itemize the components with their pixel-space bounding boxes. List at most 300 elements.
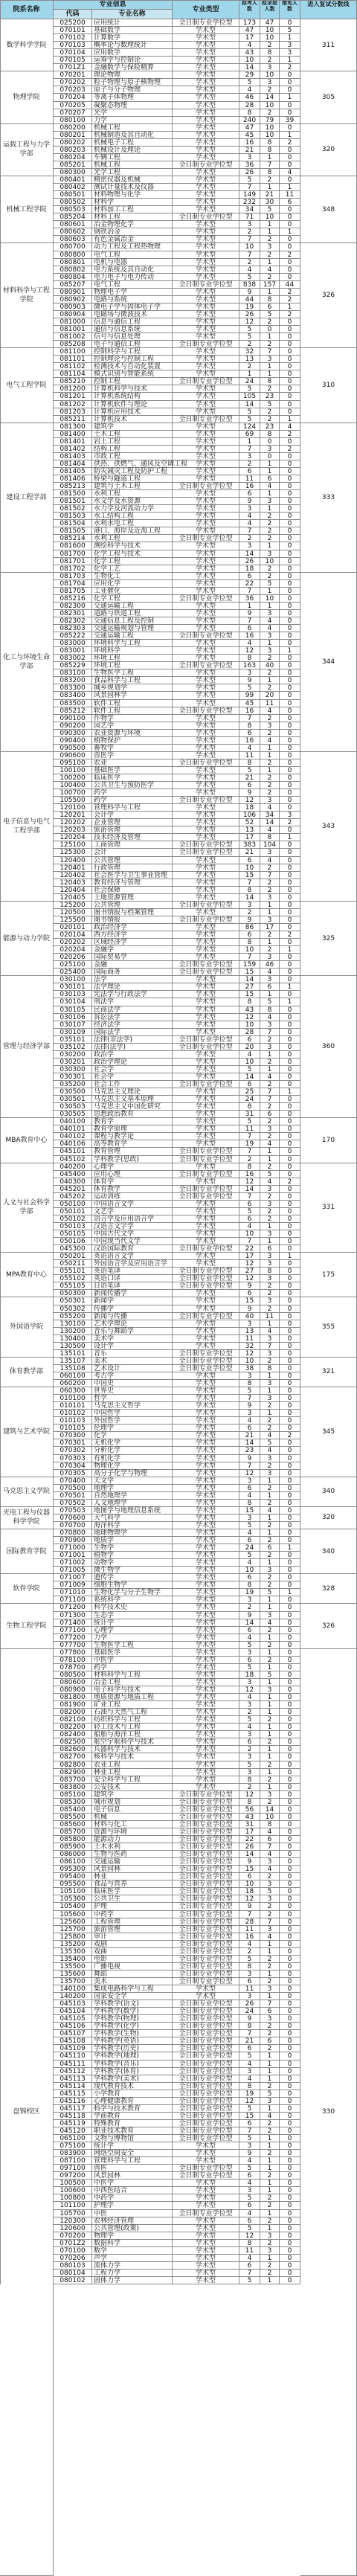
row-exempt: 0 [280, 1051, 300, 1059]
row-major-type: 学术型 [173, 700, 239, 707]
row-plan: 2 [239, 1784, 260, 1791]
row-exempt: 0 [280, 1941, 300, 1948]
row-code: 120402 [54, 872, 92, 879]
row-major-type: 学术型 [173, 1215, 239, 1223]
row-code: 070900 [54, 1537, 92, 1544]
row-exempt: 0 [280, 243, 300, 251]
row-exempt: 0 [280, 588, 300, 595]
row-admit: 3 [260, 722, 280, 730]
row-admit: 2 [260, 2270, 280, 2277]
row-code: 083500 [54, 700, 92, 707]
row-plan: 4 [239, 1417, 260, 1424]
row-plan: 43 [239, 1814, 260, 1821]
row-exempt: 1 [280, 834, 300, 841]
row-major-type: 学术型 [173, 460, 239, 468]
row-major-name: 工商管理 [92, 841, 173, 849]
row-exempt: 0 [280, 797, 300, 804]
row-exempt: 39 [280, 117, 300, 124]
row-exempt: 0 [280, 1492, 300, 1500]
row-major-name: 戏剧 [92, 1941, 173, 1948]
row-plan: 7 [239, 251, 260, 259]
row-code: 030106 [54, 1014, 92, 1021]
row-major-name: 水利水电工程 [92, 520, 173, 527]
row-admit: 1 [260, 2135, 280, 2142]
row-admit: 2 [260, 1978, 280, 1985]
row-admit: 1 [260, 1148, 280, 1155]
row-admit: 6 [260, 475, 280, 483]
row-major-name: 通信与信息系统 [92, 326, 173, 333]
row-major-type: 学术型 [173, 1596, 239, 1604]
row-plan: 8 [239, 1500, 260, 1507]
row-exempt: 0 [280, 79, 300, 86]
row-admit: 1 [260, 1993, 280, 2000]
row-major-name: 民商法学 [92, 1006, 173, 1014]
row-admit: 2 [260, 408, 280, 416]
row-major-type: 全日制专业学位型 [173, 1821, 239, 1828]
row-code: 082303 [54, 625, 92, 632]
row-major-type: 学术型 [173, 266, 239, 274]
row-plan: 3 [239, 1410, 260, 1417]
row-admit: 14 [260, 819, 280, 826]
row-exempt: 0 [280, 1021, 300, 1029]
row-code: 010101 [54, 1402, 92, 1410]
row-major-name: 交通运输工程 [92, 632, 173, 640]
row-major-name: 建筑学 [92, 1791, 173, 1799]
row-plan: 14 [239, 1186, 260, 1193]
row-plan: 4 [239, 2075, 260, 2083]
row-major-name: 控制工程 [92, 378, 173, 385]
row-code: 025200 [54, 19, 92, 27]
row-code: 081900 [54, 1701, 92, 1709]
row-major-type: 学术型 [173, 558, 239, 565]
row-plan: 6 [239, 931, 260, 939]
row-major-type: 学术型 [173, 27, 239, 34]
row-major-type: 全日制专业学位型 [173, 1851, 239, 1858]
row-admit: 1 [260, 221, 280, 228]
row-plan: 173 [239, 19, 260, 27]
row-major-name: 农林经济管理 [92, 2217, 173, 2225]
row-plan: 18 [239, 804, 260, 812]
row-major-type: 学术型 [173, 804, 239, 812]
row-plan: 14 [239, 64, 260, 71]
row-exempt: 0 [280, 1911, 300, 1918]
row-admit: 1 [260, 1156, 280, 1163]
row-exempt: 0 [280, 550, 300, 558]
row-major-name: 现代教育技术 [92, 2083, 173, 2090]
row-major-name: 经济法学 [92, 1021, 173, 1029]
row-major-type: 全日制专业学位型 [173, 902, 239, 909]
row-major-name: 电力电子与电力传动 [92, 274, 173, 281]
row-exempt: 0 [280, 86, 300, 94]
row-major-name: 社会保障 [92, 887, 173, 894]
row-major-type: 学术型 [173, 184, 239, 191]
row-major-type: 全日制专业学位型 [173, 1814, 239, 1821]
row-code: 081202 [54, 401, 92, 408]
row-plan: 19 [239, 2090, 260, 2098]
row-major-type: 学术型 [173, 1402, 239, 1410]
row-major-name: 电影 [92, 1956, 173, 1963]
row-code: 070102 [54, 34, 92, 42]
row-plan: 17 [239, 834, 260, 841]
row-major-name: 舞蹈 [92, 1970, 173, 1978]
row-plan: 3 [239, 2187, 260, 2194]
row-admit: 1 [260, 991, 280, 998]
row-exempt: 0 [280, 2180, 300, 2187]
row-plan: 7 [239, 1911, 260, 1918]
row-exempt: 1 [280, 132, 300, 139]
dept-score: 170 [300, 1118, 357, 1163]
row-exempt: 0 [280, 161, 300, 169]
row-code: 077800 [54, 1649, 92, 1657]
row-major-name: 中国语言文学 [92, 1201, 173, 1208]
row-major-name: 学科教学(音乐) [92, 2061, 173, 2068]
row-exempt: 0 [280, 1125, 300, 1133]
row-exempt: 0 [280, 318, 300, 326]
row-admit: 1 [260, 1515, 280, 1522]
row-major-name: 水利工程 [92, 490, 173, 498]
row-exempt: 0 [280, 2255, 300, 2262]
row-exempt: 0 [280, 2225, 300, 2232]
row-exempt: 0 [280, 102, 300, 109]
row-admit: 1 [260, 1223, 280, 1230]
row-plan: 21 [239, 2037, 260, 2045]
row-major-type: 学术型 [173, 401, 239, 408]
row-exempt: 0 [280, 1343, 300, 1350]
row-plan: 7 [239, 1148, 260, 1155]
row-admit: 2 [260, 1642, 280, 1649]
row-major-type: 学术型 [173, 1515, 239, 1522]
row-major-type: 学术型 [173, 102, 239, 109]
row-exempt: 0 [280, 2090, 300, 2098]
row-major-name: 园艺学 [92, 722, 173, 730]
row-admit: 5 [260, 2090, 280, 2098]
row-admit: 1 [260, 1753, 280, 1761]
row-admit: 1 [260, 1664, 280, 1671]
row-code: 080502 [54, 199, 92, 206]
row-admit: 2 [260, 887, 280, 894]
row-major-type: 学术型 [173, 1096, 239, 1103]
row-exempt: 0 [280, 1485, 300, 1492]
row-code: 080901 [54, 289, 92, 296]
row-exempt: 0 [280, 1230, 300, 1238]
row-code: 081406 [54, 475, 92, 483]
row-exempt: 0 [280, 1978, 300, 1985]
row-plan: 24 [239, 1544, 260, 1552]
row-admit: 2 [260, 1799, 280, 1806]
row-plan: 4 [239, 266, 260, 274]
row-exempt: 0 [280, 1029, 300, 1036]
row-major-name: 马克思主义哲学 [92, 1402, 173, 1410]
row-exempt: 0 [280, 154, 300, 161]
row-major-name: 基础医学 [92, 767, 173, 774]
row-code: 082300 [54, 603, 92, 610]
row-admit: 2 [260, 715, 280, 722]
row-code: 100200 [54, 774, 92, 782]
row-code: 081502 [54, 505, 92, 513]
row-major-type: 学术型 [173, 34, 239, 42]
row-plan: 46 [239, 94, 260, 101]
row-plan: 22 [239, 1836, 260, 1843]
row-plan: 8 [239, 1776, 260, 1784]
row-code: 080401 [54, 176, 92, 184]
row-major-type: 学术型 [173, 819, 239, 826]
row-exempt: 0 [280, 1328, 300, 1335]
row-major-name: 法律(非法学) [92, 1036, 173, 1044]
row-major-type: 全日制专业学位型 [173, 1843, 239, 1851]
row-admit: 2 [260, 251, 280, 259]
row-plan: 6 [239, 1574, 260, 1581]
row-major-name: 安全科学与工程 [92, 1776, 173, 1784]
row-major-name: 城市规划 [92, 1799, 173, 1806]
row-major-name: 艺术学理论 [92, 1320, 173, 1328]
row-major-name: 行政管理 [92, 864, 173, 872]
row-exempt: 0 [280, 1059, 300, 1066]
row-plan: 6 [239, 490, 260, 498]
row-exempt: 0 [280, 640, 300, 647]
row-major-name: 国际法学 [92, 1029, 173, 1036]
row-code: 083800 [54, 1784, 92, 1791]
row-admit: 3 [260, 64, 280, 71]
row-admit: 1 [260, 939, 280, 946]
row-major-type: 全日制专业学位型 [173, 969, 239, 976]
row-major-name: 美术 [92, 1978, 173, 1985]
row-admit: 10 [260, 595, 280, 603]
row-major-type: 全日制专业学位型 [173, 2068, 239, 2075]
row-major-type: 全日制专业学位型 [173, 1948, 239, 1956]
row-plan: 149 [239, 191, 260, 199]
row-code: 083100 [54, 669, 92, 677]
row-code: 071100 [54, 1596, 92, 1604]
row-plan: 7 [239, 1395, 260, 1402]
row-major-type: 学术型 [173, 991, 239, 998]
row-plan: 3 [239, 154, 260, 161]
row-major-name: 微电子学与固体电子学 [92, 303, 173, 311]
row-major-name: 马克思主义基本原理 [92, 1096, 173, 1103]
row-exempt: 0 [280, 483, 300, 490]
row-major-type: 学术型 [173, 1395, 239, 1402]
row-exempt: 0 [280, 1245, 300, 1253]
row-plan: 6 [239, 1215, 260, 1223]
row-code: 065100 [54, 2135, 92, 2142]
row-code: 135700 [54, 1978, 92, 1985]
row-admit: 40 [260, 662, 280, 669]
row-major-type: 学术型 [173, 1657, 239, 1664]
dept-name: 管理与经济学部 [0, 976, 54, 1118]
row-admit: 7 [260, 1343, 280, 1350]
row-major-type: 全日制专业学位型 [173, 1911, 239, 1918]
row-plan: 4 [239, 1051, 260, 1059]
row-code: 081505 [54, 527, 92, 535]
dept-score: 333 [300, 423, 357, 573]
row-code: 080600 [54, 1679, 92, 1686]
row-exempt: 2 [280, 296, 300, 303]
row-major-name: 环境科学 [92, 647, 173, 655]
row-major-type: 学术型 [173, 1021, 239, 1029]
row-admit: 8 [260, 296, 280, 303]
row-code: 135500 [54, 1963, 92, 1970]
row-exempt: 0 [280, 266, 300, 274]
row-admit: 4 [260, 1619, 280, 1627]
row-major-name: 应用统计 [92, 19, 173, 27]
row-plan: 5 [239, 2277, 260, 2284]
row-major-type: 学术型 [173, 2277, 239, 2284]
row-admit: 1 [260, 677, 280, 684]
row-code: 085800 [54, 1836, 92, 1843]
row-major-name: 学前教育 [92, 2113, 173, 2120]
row-admit: 4 [260, 826, 280, 834]
row-major-type: 学术型 [173, 1679, 239, 1686]
row-exempt: 0 [280, 1888, 300, 1895]
row-plan: 14 [239, 976, 260, 983]
row-admit: 2 [260, 759, 280, 767]
row-exempt: 0 [280, 1694, 300, 1701]
row-admit: 7 [260, 1843, 280, 1851]
row-plan: 9 [239, 610, 260, 617]
row-major-type: 学术型 [173, 42, 239, 49]
row-exempt: 0 [280, 1738, 300, 1746]
row-major-type: 全日制专业学位型 [173, 2090, 239, 2098]
row-exempt: 0 [280, 475, 300, 483]
row-plan: 19 [239, 1589, 260, 1596]
row-exempt: 0 [280, 1365, 300, 1372]
row-plan: 99 [239, 692, 260, 699]
row-major-type: 学术型 [173, 206, 239, 213]
dept-name: 国际教育学院 [0, 1529, 54, 1574]
row-major-name: 生态学 [92, 1612, 173, 1619]
row-code: 040106 [54, 1140, 92, 1148]
row-exempt: 0 [280, 1163, 300, 1171]
row-admit: 2 [260, 655, 280, 662]
row-exempt: 0 [280, 348, 300, 356]
row-code: 070103 [54, 42, 92, 49]
row-plan: 21 [239, 849, 260, 856]
row-code: 081000 [54, 318, 92, 326]
row-major-type: 学术型 [173, 1776, 239, 1784]
row-major-type: 学术型 [173, 1649, 239, 1657]
row-code: 081700 [54, 550, 92, 558]
row-major-type: 全日制专业学位型 [173, 2030, 239, 2037]
row-plan: 14 [239, 1439, 260, 1447]
row-exempt: 0 [280, 722, 300, 730]
row-major-type: 学术型 [173, 1372, 239, 1380]
row-exempt: 0 [280, 2030, 300, 2037]
row-major-name: 资源与环境 [92, 1828, 173, 1836]
row-exempt: 0 [280, 1776, 300, 1784]
row-exempt: 0 [280, 2210, 300, 2217]
row-admit: 7 [260, 1096, 280, 1103]
row-plan: 5 [239, 79, 260, 86]
row-major-type: 学术型 [173, 1462, 239, 1470]
dept-name: 人文与社会科学学部 [0, 1163, 54, 1253]
row-plan: 4 [239, 42, 260, 49]
row-major-type: 学术型 [173, 939, 239, 946]
row-admit: 5 [260, 998, 280, 1006]
row-major-name: 机械制造及其自动化 [92, 132, 173, 139]
row-exempt: 0 [280, 259, 300, 266]
row-exempt: 0 [280, 1671, 300, 1679]
row-code: 070502 [54, 1500, 92, 1507]
row-exempt: 0 [280, 1268, 300, 1275]
row-code: 025400 [54, 969, 92, 976]
row-code: 045400 [54, 1171, 92, 1178]
row-code: 081703 [54, 573, 92, 580]
row-major-name: 基础数学 [92, 27, 173, 34]
row-exempt: 0 [280, 2015, 300, 2023]
dept-score: 360 [300, 976, 357, 1118]
row-major-type: 学术型 [173, 1178, 239, 1186]
row-plan: 3 [239, 1701, 260, 1709]
row-exempt: 0 [280, 595, 300, 603]
row-plan: 12 [239, 1895, 260, 1903]
row-major-name: 化学工程 [92, 595, 173, 603]
row-plan: 8 [239, 939, 260, 946]
row-admit: 1 [260, 2068, 280, 2075]
row-plan: 12 [239, 2232, 260, 2240]
row-code: 030109 [54, 1029, 92, 1036]
row-major-type: 学术型 [173, 318, 239, 326]
row-admit: 1 [260, 1679, 280, 1686]
row-major-name: 测试计量技术及仪器 [92, 184, 173, 191]
row-admit: 6 [260, 303, 280, 311]
row-plan: 15 [239, 1507, 260, 1515]
row-major-type: 学术型 [173, 154, 239, 161]
row-code: 135400 [54, 1956, 92, 1963]
row-major-name: 体育教学 [92, 1186, 173, 1193]
row-major-type: 学术型 [173, 1485, 239, 1492]
row-major-type: 学术型 [173, 57, 239, 64]
row-plan: 4 [239, 1492, 260, 1500]
row-plan: 6 [239, 1873, 260, 1880]
row-code: 045105 [54, 2015, 92, 2023]
row-code: 085204 [54, 213, 92, 221]
row-major-name: 动力工程及工程热物理 [92, 243, 173, 251]
row-exempt: 0 [280, 1036, 300, 1044]
row-major-name: 电子科学与技术 [92, 1686, 173, 1694]
row-major-type: 学术型 [173, 1574, 239, 1581]
row-admit: 2 [260, 1537, 280, 1544]
row-major-type: 学术型 [173, 1769, 239, 1776]
row-major-type: 学术型 [173, 745, 239, 752]
row-plan: 5 [239, 1208, 260, 1215]
row-major-name: 刑法学 [92, 998, 173, 1006]
row-code: 081400 [54, 431, 92, 438]
row-admit: 1 [260, 468, 280, 475]
row-major-name: 旅游管理 [92, 826, 173, 834]
row-admit: 2 [260, 1208, 280, 1215]
row-code: 125200 [54, 902, 92, 909]
row-code: 081702 [54, 565, 92, 573]
row-major-name: 统计学 [92, 1619, 173, 1627]
row-admit: 2 [260, 513, 280, 520]
row-code: 081501 [54, 498, 92, 505]
row-major-type: 全日制专业学位型 [173, 1036, 239, 1044]
dept-name: 电子信息与电气工程学部 [0, 752, 54, 902]
row-plan: 7 [239, 236, 260, 243]
row-exempt: 2 [280, 446, 300, 453]
row-code: 045106 [54, 2023, 92, 2030]
row-major-type: 学术型 [173, 2187, 239, 2194]
row-major-type: 全日制专业学位型 [173, 1933, 239, 1941]
row-plan: 8 [239, 887, 260, 894]
row-plan: 36 [239, 595, 260, 603]
row-admit: 1 [260, 902, 280, 909]
row-exempt: 0 [280, 527, 300, 535]
row-exempt: 2 [280, 1432, 300, 1439]
row-admit: 4 [260, 969, 280, 976]
row-admit: 3 [260, 1455, 280, 1462]
row-major-name: 土木水利 [92, 1843, 173, 1851]
row-major-name: 思想政治教育 [92, 1111, 173, 1118]
